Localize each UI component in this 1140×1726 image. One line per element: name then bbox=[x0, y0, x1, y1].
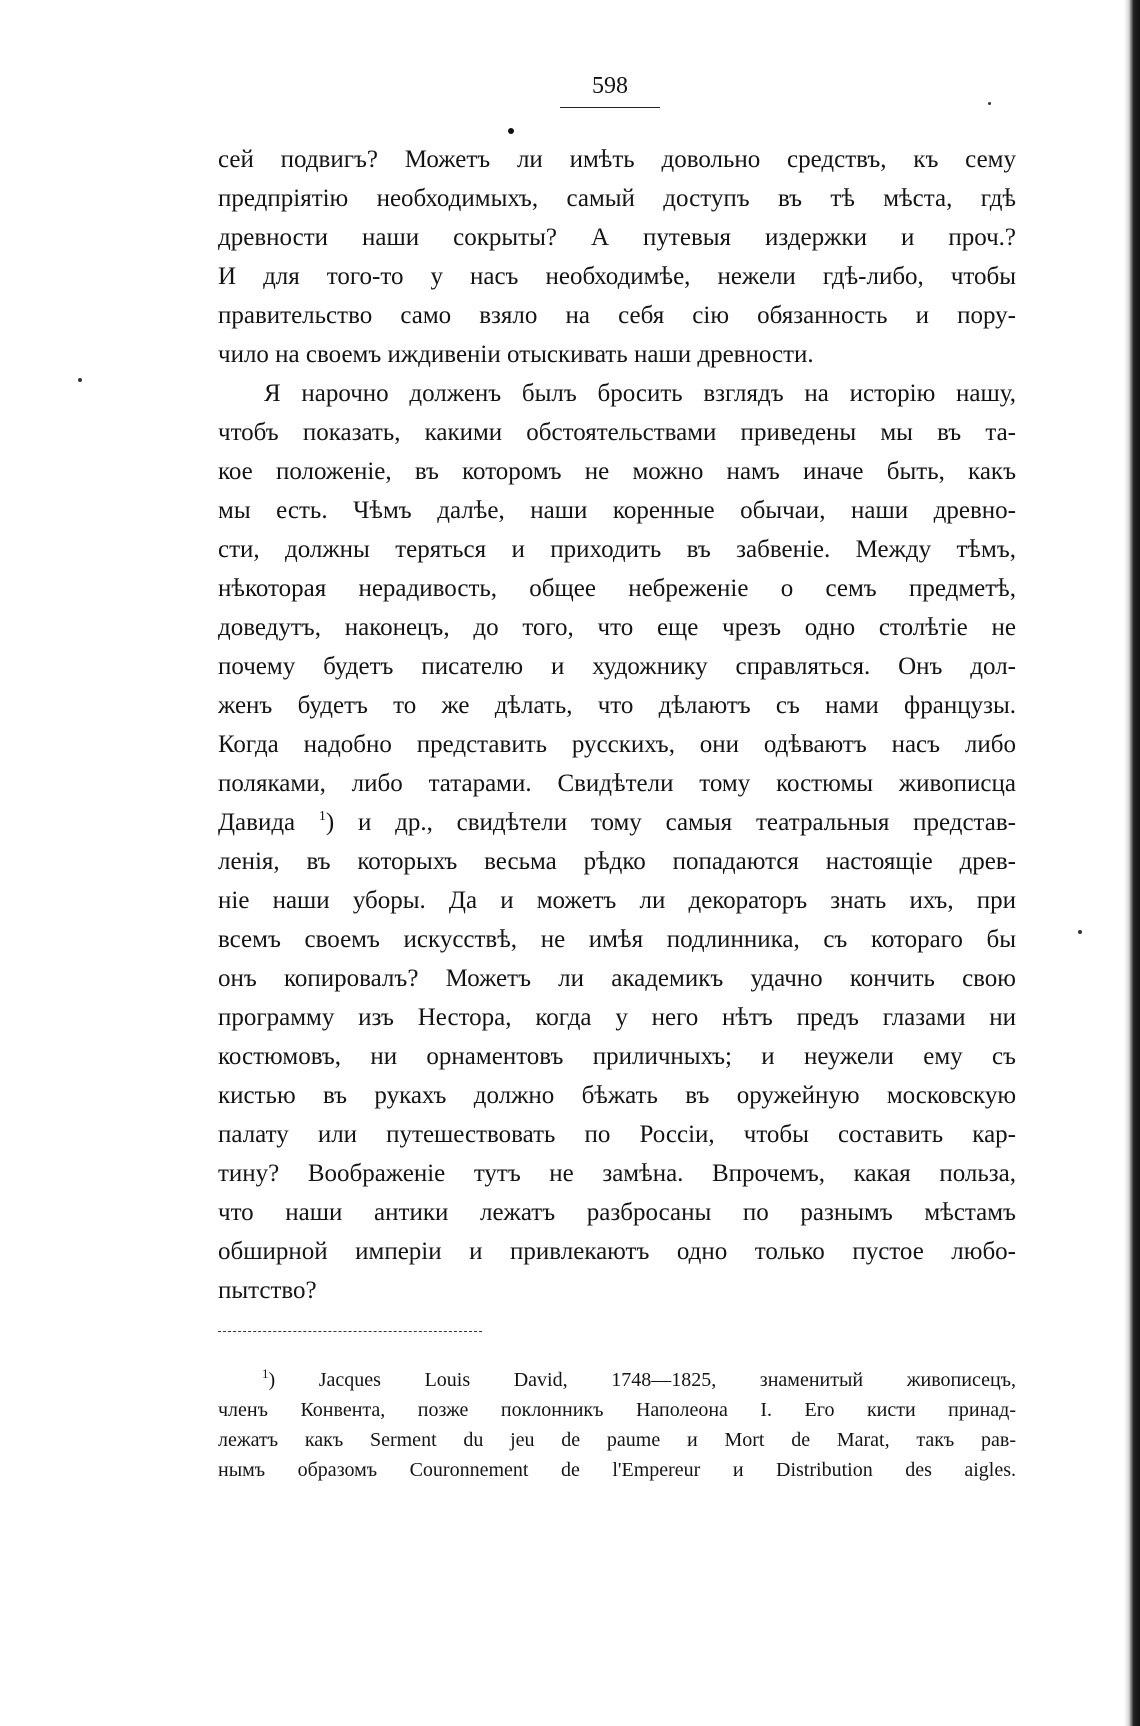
text-fragment: ) Jacques Louis David, 1748—1825, знаменитый живописецъ, bbox=[268, 1369, 1016, 1391]
text-line: онъ копировалъ? Можетъ ли академикъ удачно кончить свою bbox=[218, 965, 1016, 992]
text-fragment: ) и др., свидѣтели тому самыя театральныя представ- bbox=[325, 809, 1016, 836]
text-line: чтобъ показать, какими обстоятельствами приведены мы въ та- bbox=[218, 419, 1016, 446]
text-line: кое положеніе, въ которомъ не можно намъ иначе быть, какъ bbox=[218, 458, 1016, 485]
footnote-line: нымъ образомъ Couronnement de l'Empereur и Distribution des aigles. bbox=[218, 1459, 1016, 1481]
text-line: пытство? bbox=[218, 1277, 317, 1304]
text-line: программу изъ Нестора, когда у него нѣтъ предъ глазами ни bbox=[218, 1004, 1016, 1031]
text-line: кистью въ рукахъ должно бѣжать въ оружейную московскую bbox=[218, 1082, 1016, 1109]
text-line: нѣкоторая нерадивость, общее небреженіе о семъ предметѣ, bbox=[218, 575, 1016, 602]
footnote-reference: 1 bbox=[318, 809, 326, 824]
footnote-line: лежатъ какъ Serment du jeu de paume и Mort de Marat, такъ рав- bbox=[218, 1429, 1016, 1451]
text-line: почему будетъ писателю и художнику справляться. Онъ дол- bbox=[218, 653, 1016, 680]
binding-shadow bbox=[1124, 0, 1140, 1726]
text-line-with-footnote-ref bbox=[218, 803, 1016, 842]
text-line: палату или путешествовать по Россіи, чтобы составить кар- bbox=[218, 1121, 1016, 1148]
text-line: мы есть. Чѣмъ далѣе, наши коренные обычаи, наши древно- bbox=[218, 497, 1016, 524]
footnote-line bbox=[218, 1365, 1016, 1395]
text-line: доведутъ, наконецъ, до того, что еще чрезъ одно столѣтіе не bbox=[218, 614, 1016, 641]
text-line: И для того-то у насъ необходимѣе, нежели гдѣ-либо, чтобы bbox=[218, 263, 1016, 290]
text-line: чило на своемъ иждивеніи отыскивать наши древности. bbox=[218, 341, 814, 368]
body-text bbox=[218, 140, 1016, 1310]
text-line: всемъ своемъ искусствѣ, не имѣя подлинника, съ котораго бы bbox=[218, 926, 1016, 953]
text-line: что наши антики лежатъ разбросаны по разнымъ мѣстамъ bbox=[218, 1199, 1016, 1226]
ink-speck bbox=[1078, 930, 1082, 934]
text-line: предпріятію необходимыхъ, самый доступъ въ тѣ мѣста, гдѣ bbox=[218, 185, 1016, 212]
paragraph-first-line: Я нарочно долженъ былъ бросить взглядъ на исторію нашу, bbox=[264, 380, 1016, 407]
text-line: ленія, въ которыхъ весьма рѣдко попадаются настоящіе древ- bbox=[218, 848, 1016, 875]
ink-speck bbox=[508, 128, 514, 134]
text-line: сти, должны теряться и приходить въ забвеніе. Между тѣмъ, bbox=[218, 536, 1016, 563]
text-line: поляками, либо татарами. Свидѣтели тому костюмы живописца bbox=[218, 770, 1016, 797]
ink-speck bbox=[988, 102, 991, 105]
footnote-line: членъ Конвента, позже поклонникъ Наполеона I. Его кисти принад- bbox=[218, 1399, 1016, 1421]
text-line: обширной имперіи и привлекаютъ одно только пустое любо- bbox=[218, 1238, 1016, 1265]
text-line: Когда надобно представить русскихъ, они одѣваютъ насъ либо bbox=[218, 731, 1016, 758]
page-number-rule bbox=[560, 107, 660, 108]
footnote-separator bbox=[218, 1331, 482, 1332]
footnote bbox=[218, 1365, 1016, 1485]
footnote-marker: 1 bbox=[262, 1366, 269, 1381]
text-line: тину? Воображеніе тутъ не замѣна. Впрочемъ, какая польза, bbox=[218, 1160, 1016, 1187]
text-line: женъ будетъ то же дѣлать, что дѣлаютъ съ нами французы. bbox=[218, 692, 1016, 719]
text-fragment: Давида bbox=[218, 809, 296, 836]
text-line: древности наши сокрыты? А путевыя издержки и проч.? bbox=[218, 224, 1016, 251]
text-line: ніе наши уборы. Да и можетъ ли декораторъ знать ихъ, при bbox=[218, 887, 1016, 914]
text-line: сей подвигъ? Можетъ ли имѣть довольно средствъ, къ сему bbox=[218, 146, 1016, 173]
page-number: 598 bbox=[592, 73, 628, 99]
text-line: костюмовъ, ни орнаментовъ приличныхъ; и неужели ему съ bbox=[218, 1043, 1016, 1070]
text-line: правительство само взяло на себя сію обязанность и пору- bbox=[218, 302, 1016, 329]
ink-speck bbox=[78, 378, 82, 382]
